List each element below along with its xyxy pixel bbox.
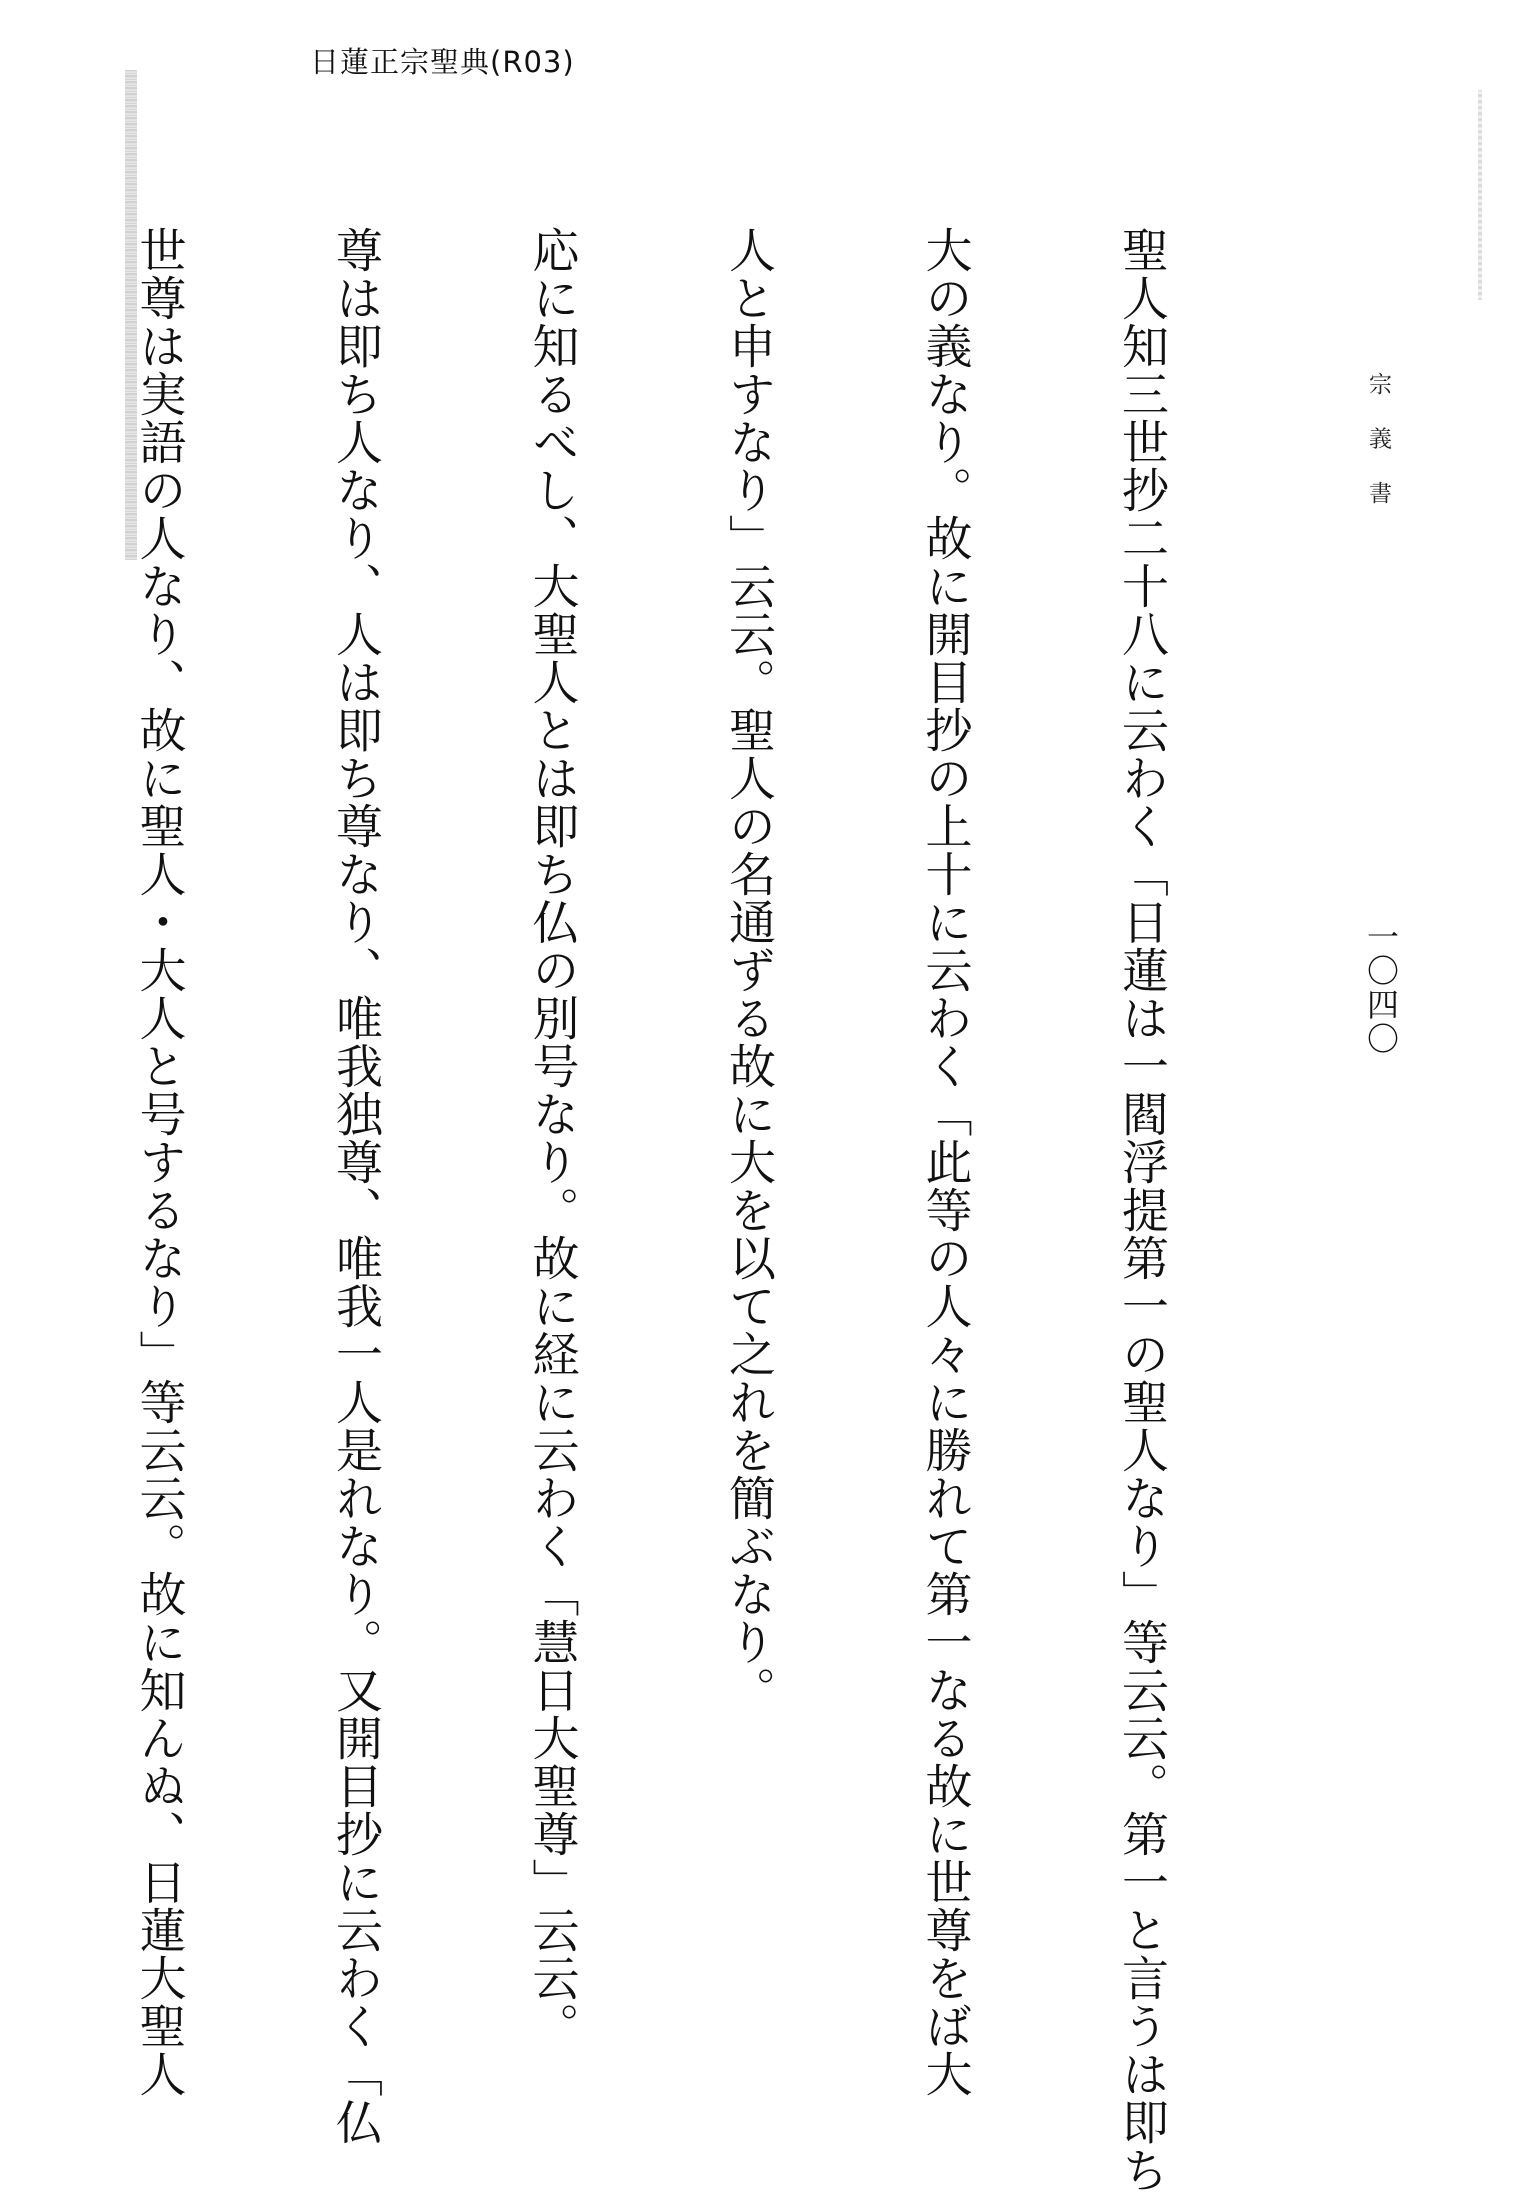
book-title: 宗 義 書 — [1365, 372, 1391, 516]
text-line-4: 応に知るべし、大聖人とは即ち仏の別号なり。故に経に云わく「慧日大聖尊」云云。 — [524, 226, 580, 2050]
scan-artifact-right — [1478, 90, 1482, 300]
page-header: 日蓮正宗聖典(R03) — [310, 45, 575, 79]
text-line-3: 人と申すなり」云云。聖人の名通ずる故に大を以て之れを簡ぶなり。 — [721, 226, 776, 1714]
text-line-1: 聖人知三世抄二十八に云わく「日蓮は一閻浮提第一の聖人なり」等云云。第一と言うは即ち — [1114, 226, 1169, 2194]
page-number: 一〇四〇 — [1362, 920, 1400, 1056]
vertical-text-body — [131, 226, 1305, 2194]
text-line-6: 世尊は実語の人なり、故に聖人・大人と号するなり」等云云。故に知んぬ、日蓮大聖人 — [131, 226, 187, 2098]
text-line-5: 尊は即ち人なり、人は即ち尊なり、唯我独尊、唯我一人是れなり。又開目抄に云わく「仏 — [328, 226, 383, 2146]
text-line-2: 大の義なり。故に開目抄の上十に云わく「此等の人々に勝れて第一なる故に世尊をば大 — [917, 226, 973, 2098]
